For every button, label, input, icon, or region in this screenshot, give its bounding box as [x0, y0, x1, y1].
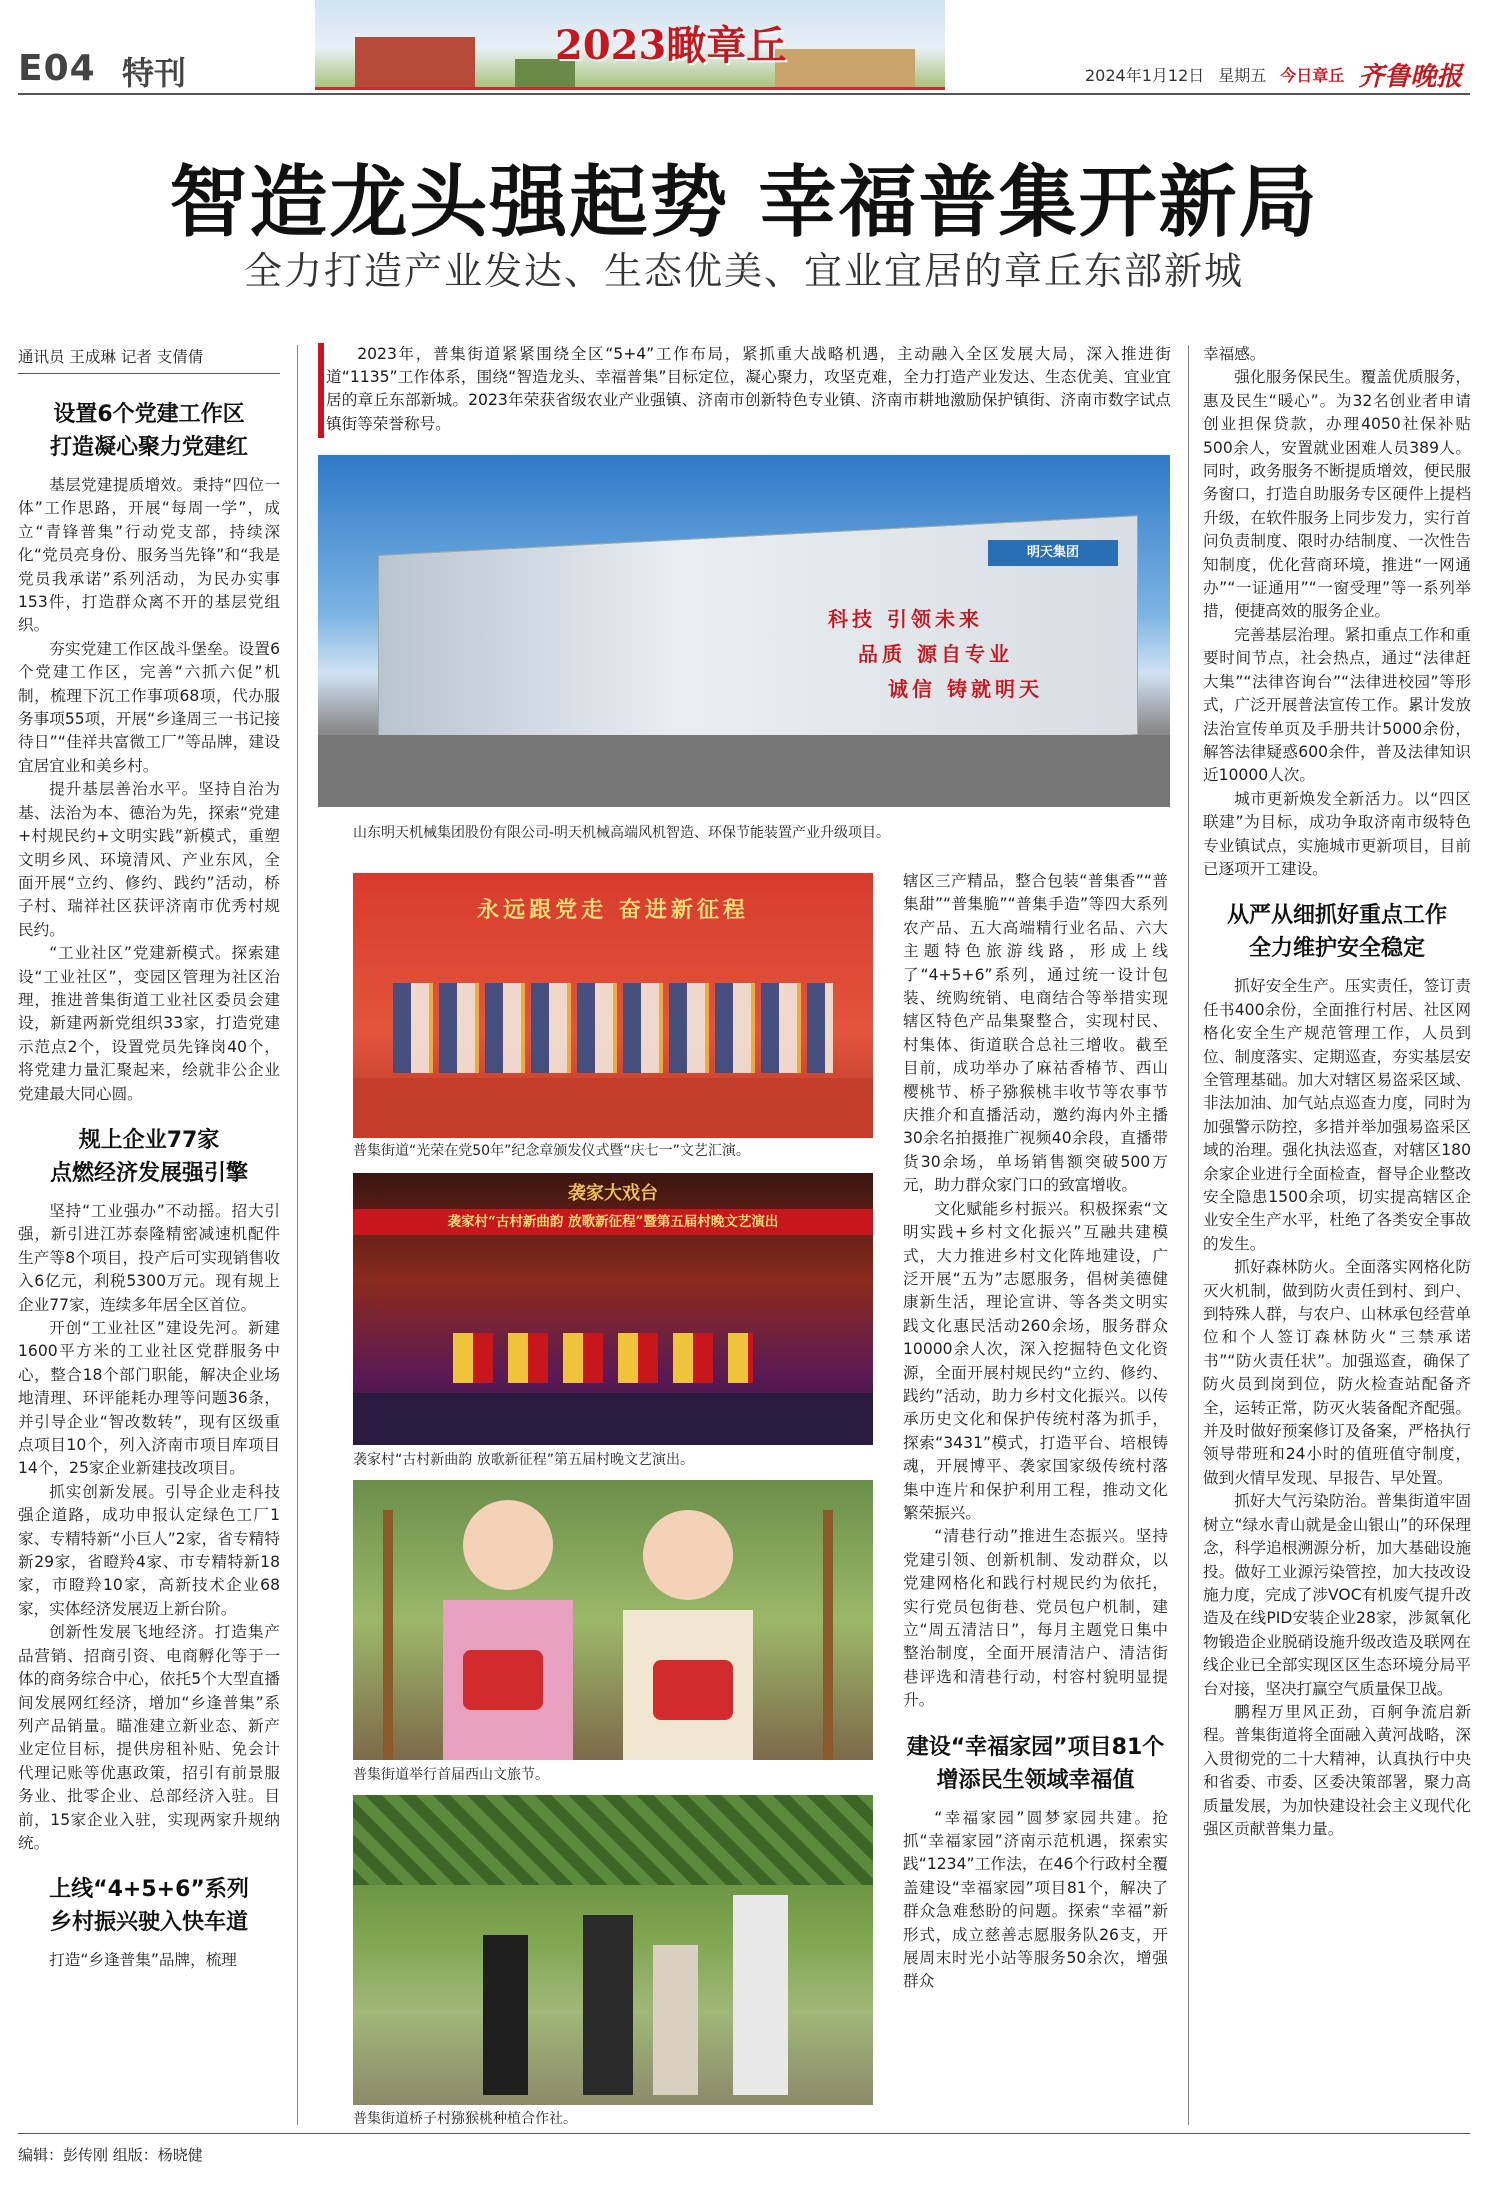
culture-festival-photo — [353, 1480, 873, 1760]
section-title-2a: 规上企业77家 — [78, 1127, 220, 1153]
page-number: E04 — [18, 48, 96, 89]
banner-title: 2023瞰章丘 — [555, 22, 787, 69]
paragraph: 鹏程万里风正劲，百舸争流启新程。普集街道将全面融入黄河战略，深入贯彻党的二十大精神，认真执行中央和省委、市委、区委决策部署，聚力高质量发展，为加快建设社会主义现代化强区贡献普集力量。 — [1203, 1702, 1471, 1838]
paragraph: 抓实创新发展。引导企业走科技强企道路，成功申报认定绿色工厂1家、专精特新“小巨人”2家，省专精特新29家，省瞪羚4家、市专精特新18家，市瞪羚10家，高新技术企业68家，实体经济发展迈上新台阶。 — [18, 1482, 280, 1618]
column-1 — [18, 398, 280, 2128]
photo-caption-1: 山东明天机械集团股份有限公司-明天机械高端风机智造、环保节能装置产业升级项目。 — [353, 825, 891, 841]
paragraph: 开创“工业社区”建设先河。新建1600平方米的工业社区党群服务中心，整合18个部门职能，解决企业场地清理、环评能耗办理等问题36条，并引导企业“智改数转”，现有区级重点项目10个，列入济南市项目库项目14个，25家企业新建技改项目。 — [18, 1319, 280, 1478]
paragraph: 强化服务保民生。覆盖优质服务，惠及民生“暖心”。为32名创业者申请创业担保贷款，办理4050社保补贴500余人，安置就业困难人员389人。同时，政务服务不断提质增效，便民服务窗口，打造自助服务专区硬件上提档升级，在软件服务上同步发力，实行首问负责制度、限时办结制度、一次性告知制度，优化营商环境，推进“一网通办”“一证通用”“一窗受理”等一系列举措，便捷高效的服务企业。 — [1203, 368, 1471, 621]
section-title-1a: 设置6个党建工作区 — [53, 402, 245, 427]
ceremony-banner: 永远跟党走 奋进新征程 — [477, 897, 749, 923]
stage-name: 袭家大戏台 — [568, 1183, 658, 1204]
paragraph: 基层党建提质增效。秉持“四位一体”工作思路，开展“每周一学”，成立“青锋普集”行动党支部，持续深化“党员亮身份、服务当先锋”和“我是党员我承诺”系列活动，为民办实事153件，打造群众离不开的基层党组织。 — [18, 476, 280, 635]
paragraph: 抓好森林防火。全面落实网格化防灭火机制，做到防火责任到村、到户、到特殊人群，与农户、山林承包经营单位和个人签订森林防火“三禁承诺书”“防火责任状”。加强巡查，确保了防火员到岗到位，防火检查站配备齐全，运转正常，防灭火装备配齐配强。并及时做好预案修订及备案，严格执行领导带班和24小时的值班值守制度，做到火情早发现、早报告、早处置。 — [1203, 1258, 1471, 1487]
section-name: 特刊 — [122, 54, 187, 92]
photo-caption-5: 普集街道桥子村猕猴桃种植合作社。 — [353, 2111, 577, 2127]
column-divider — [1188, 345, 1189, 2125]
page-headline: 智造龙头强起势 幸福普集开新局 — [169, 157, 1319, 248]
section-title-5b: 全力维护安全稳定 — [1248, 936, 1425, 962]
intro-paragraph: 2023年，普集街道紧紧围绕全区“5+4”工作布局，紧抓重大战略机遇，主动融入全区发展大局，深入推进街道“1135”工作体系，围绕“智造龙头、幸福普集”目标定位，凝心聚力，攻坚克难，全力打造产业发达、生态优美、宜业宜居的章丘东部新城。2023年荣获省级农业产业强镇、济南市创新特色专业镇、济南市耕地激励保护镇街、济南市数字试点镇街等荣誉称号。 — [326, 345, 1171, 433]
paper-logo: 齐鲁晚报 — [1358, 62, 1463, 92]
section-title-4 — [903, 1731, 1168, 1797]
paragraph: 抓好安全生产。压实责任，签订责任书400余份，全面推行村居、社区网格化安全生产规范管理工作，人员到位、制度落实、定期巡查，夯实基层安全管理基础。加大对辖区易盗采区域、非法加油、加气站点巡查力度，同时为加强警示防控，多措并举加强易盗采区域的治理。强化执法巡查，对辖区180余家企业进行全面检查，督导企业整改安全隐患1500余项，切实提高辖区企业安全生产水平，杜绝了各类安全事故的发生。 — [1203, 977, 1471, 1253]
factory-sign-2: 品质 源自专业 — [858, 642, 1013, 666]
photo-caption-2: 普集街道“光荣在党50年”纪念章颁发仪式暨“庆七一”文艺汇演。 — [353, 1143, 750, 1159]
paragraph: 坚持“工业强办”不动摇。招大引强，新引进江苏泰隆精密减速机配件生产等8个项目，投产后可实现销售收入6亿元，利税5300万元。现有规上企业77家，连续多年居全区首位。 — [18, 1201, 280, 1314]
section-title-5a: 从严从细抓好重点工作 — [1226, 903, 1447, 929]
photo-caption-3: 袭家村“古村新曲韵 放歌新征程”第五届村晚文艺演出。 — [353, 1452, 694, 1468]
column-4 — [1203, 343, 1471, 2128]
section-title-3b: 乡村振兴驶入快车道 — [49, 1910, 248, 1936]
header-rule — [18, 93, 1470, 95]
section-title-3 — [18, 1873, 280, 1939]
paragraph: “清巷行动”推进生态振兴。坚持党建引领、创新机制、发动群众，以党建网格化和践行村规民约为依托，实行党员包街巷、党员包户机制，建立“周五清洁日”，每月主题党日集中整治制度，全面开展清洁户、清洁街巷评选和清巷行动，村容村貌明显提升。 — [903, 1527, 1168, 1710]
paragraph: 抓好大气污染防治。普集街道牢固树立“绿水青山就是金山银山”的环保理念，科学追根溯源分析，加大基础设施投。做好工业源污染管控，加大技改设施力度，完成了涉VOC有机废气提升改造及在线PID安装企业28家，涉氮氧化物锻造企业脱硝设施升级改造及联网在线企业已全部实现区区生态环境分局平台对接，坚决打赢空气质量保卫战。 — [1203, 1492, 1471, 1698]
paragraph: 提升基层善治水平。坚持自治为基、法治为本、德治为先，探索“党建+村规民约+文明实践”新模式，重塑文明乡风、环境清风、产业东风，全面开展“立约、修约、践约”活动，桥子村、瑞祥社区获评济南市优秀村规民约。 — [18, 780, 280, 939]
column-divider — [297, 345, 298, 2125]
stage-banner: 袭家村“古村新曲韵 放歌新征程”暨第五届村晚文艺演出 — [353, 1209, 873, 1235]
photo-caption-4: 普集街道举行首届西山文旅节。 — [353, 1767, 549, 1783]
kiwi-orchard-photo — [353, 1795, 873, 2105]
section-title-1 — [18, 398, 280, 464]
paragraph: 辖区三产精品，整合包装“普集香”“普集甜”“普集脆”“普集手造”等四大系列农产品、五大高端精行业名品、六大主题特色旅游线路，形成上线了“4+5+6”系列，通过统一设计包装、统购统销、电商结合等举措实现辖区特色产品集聚整合，实现村民、村集体、街道联合总社三增收。截至目前，成功举办了麻祜香椿节、西山樱桃节、桥子猕猴桃丰收节等农事节庆推介和直播活动，邀约海内外主播30余名拍摄推广视频40余段，直播带货30余场，单场销售额突破500万元，助力群众家门口的致富增收。 — [903, 872, 1168, 1195]
paragraph: “工业社区”党建新模式。探索建设“工业社区”，变园区管理为社区治理，推进普集街道工业社区委员会建设，新建两新党组织33家，打造党建示范点2个，设置党员先锋岗40个，将党建力量汇聚起来，绘就非公企业党建最大同心圆。 — [18, 944, 280, 1103]
page-subheadline: 全力打造产业发达、生态优美、宜业宜居的章丘东部新城 — [243, 249, 1244, 293]
footer-rule — [18, 2133, 1470, 2134]
paragraph: 夯实党建工作区战斗堡垒。设置6个党建工作区，完善“六抓六促”机制，梳理下沉工作事项68项，代办服务事项55项，开展“乡逢周三一书记接待日”“佳祥共富微工厂”等品牌，建设宜居宜业和美乡村。 — [18, 639, 280, 775]
issue-date: 2024年1月12日 — [1085, 66, 1205, 85]
paragraph: 文化赋能乡村振兴。积极探索“文明实践+乡村文化振兴”互融共建模式，大力推进乡村文化阵地建设，广泛开展“五为”志愿服务，倡树美德健康新生活，理论宣讲、等各类文明实践文化惠民活动260余场，服务群众10000余人次，深入挖掘特色文化资源，全面开展村规民约“立约、修约、践约”活动，助力乡村文化振兴。以传承历史文化和保护传统村落为抓手，探索“3431”模式，打造平台、培根铸魂，开展博平、袭家国家级传统村落集中连片和保护利用工程，推动文化繁荣振兴。 — [903, 1199, 1168, 1522]
paragraph: 城市更新焕发全新活力。以“四区联建”为目标，成功争取济南市级特色专业镇试点，实施城市更新项目，目前已逐项开工建设。 — [1203, 789, 1471, 878]
byline: 通讯员 王成琳 记者 支倩倩 — [18, 345, 280, 374]
section-title-2 — [18, 1124, 280, 1190]
section-title-2b: 点燃经济发展强引擎 — [49, 1160, 248, 1186]
paragraph: 完善基层治理。紧扣重点工作和重要时间节点，社会热点，通过“法律赶大集”“法律咨询台”“法律进校园”等形式，广泛开展普法宣传工作。累计发放法治宣传单页及手册共计5000余份，解答法律疑惑600余件，普及法律知识近10000人次。 — [1203, 625, 1471, 785]
header-banner — [315, 0, 945, 90]
issue-weekday: 星期五 — [1218, 66, 1267, 85]
section-title-4a: 建设“幸福家园”项目81个 — [906, 1734, 1165, 1760]
section-title-3a: 上线“4+5+6”系列 — [49, 1877, 249, 1903]
header-meta — [1085, 56, 1462, 93]
column-3 — [903, 870, 1168, 2105]
paragraph: 打造“乡逢普集”品牌，梳理 — [49, 1951, 237, 1970]
editor-credits: 编辑：彭传刚 组版：杨晓健 — [18, 2146, 203, 2164]
edition-name: 今日章丘 — [1280, 66, 1345, 85]
paragraph: 创新性发展飞地经济。打造集产品营销、招商引资、电商孵化等于一体的商务综合中心，依托5个大型直播间发展网红经济，增加“乡逢普集”系列产品销量。瞄准建立新业态、新产业定位目标，提供房租补贴、免会计代理记账等优惠政策，招引有前景服务业、批零企业、总部经济入驻。目前，15家企业入驻，实现两家升规纳统。 — [18, 1623, 280, 1852]
paragraph: 幸福感。 — [1203, 345, 1266, 363]
paragraph: “幸福家园”圆梦家园共建。抢抓“幸福家园”济南示范机遇，探索实践“1234”工作法，在46个行政村全覆盖建设“幸福家园”项目81个，解决了群众急难愁盼的问题。探索“幸福”新形式，成立慈善志愿服务队26支，开展周末时光小站等服务50余次，增强群众 — [903, 1808, 1168, 1991]
village-gala-photo — [353, 1173, 873, 1445]
section-title-4b: 增添民生领域幸福值 — [936, 1767, 1135, 1793]
factory-sign-3: 诚信 铸就明天 — [888, 677, 1043, 701]
intro-accent-bar — [318, 343, 324, 438]
section-title-5 — [1203, 899, 1471, 965]
factory-sign-1: 科技 引领未来 — [828, 607, 983, 631]
section-title-1b: 打造凝心聚力党建红 — [49, 435, 248, 460]
ceremony-photo — [353, 873, 873, 1138]
factory-photo — [318, 455, 1170, 807]
company-logo: 明天集团 — [988, 540, 1118, 566]
